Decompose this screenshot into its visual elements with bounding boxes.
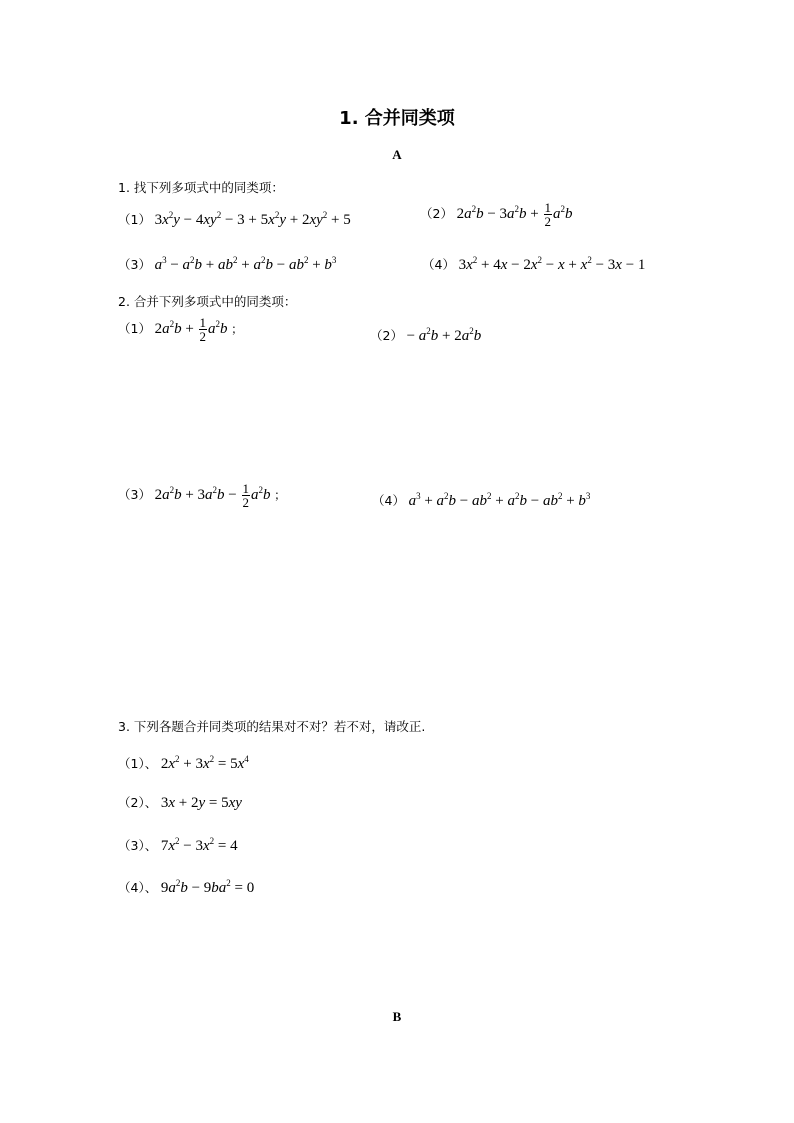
item-expression: $2a^2b$ + $\frac{1}{2}$ $a^2b$ — [154, 315, 228, 344]
item-label: （1） — [118, 212, 151, 227]
item-expression: $2x^2 + 3x^2 = 5x^4$ — [160, 754, 249, 772]
fraction-one-half: $\frac{1}{2}$ — [199, 315, 207, 344]
item-expression: $2a^2b + 3a^2b$ − $\frac{1}{2}$ $a^2b$ — [154, 481, 271, 510]
q3-item-1 — [118, 754, 249, 773]
item-expression: − $a^2b + 2a^2b$ — [406, 326, 482, 344]
question-3-prompt: 3. 下列各题合并同类项的结果对不对？若不对，请改正. — [118, 719, 426, 734]
item-label: （4） — [422, 257, 455, 272]
semicolon: ； — [274, 487, 287, 502]
q1-item-2 — [420, 201, 573, 228]
q2-item-3 — [118, 482, 286, 509]
item-label: （2） — [420, 205, 453, 221]
item-expression: $2a^2b - 3a^2b$ + $\frac{1}{2}$ $a^2b$ — [456, 200, 573, 229]
q3-item-3 — [118, 836, 238, 855]
item-expression: $3x^2y - 4xy^2 - 3 + 5x^2y + 2xy^2 + 5$ — [154, 210, 351, 228]
semicolon: ； — [231, 321, 244, 336]
item-label: （2）、 — [118, 795, 158, 810]
item-label: （4） — [372, 493, 405, 508]
q2-item-2 — [370, 326, 481, 345]
item-label: （3） — [118, 257, 151, 272]
fraction-one-half: $\frac{1}{2}$ — [544, 200, 552, 229]
item-label: （2） — [370, 328, 403, 343]
item-expression: $9a^2b - 9ba^2 = 0$ — [160, 878, 255, 896]
item-expression: $a^3 + a^2b - ab^2 + a^2b - ab^2 + b^3$ — [408, 491, 591, 509]
page-title: 1. 合并同类项 — [339, 108, 455, 129]
item-expression: $3x^2 + 4x - 2x^2 - x + x^2 - 3x - 1$ — [458, 255, 646, 273]
q3-item-4 — [118, 878, 254, 897]
section-b-heading: B — [392, 1009, 402, 1024]
item-label: （4）、 — [118, 880, 158, 895]
item-label: （3）、 — [118, 838, 158, 853]
fraction-one-half: $\frac{1}{2}$ — [242, 481, 250, 510]
item-expression: $a^3 - a^2b + ab^2 + a^2b - ab^2 + b^3$ — [154, 255, 337, 273]
q2-item-4 — [372, 491, 590, 510]
q1-item-3 — [118, 255, 336, 274]
q3-item-2 — [118, 793, 242, 812]
q1-item-4 — [422, 255, 645, 274]
question-2-prompt: 2. 合并下列多项式中的同类项： — [118, 294, 297, 309]
item-expression: 3x + 2y = 5xy — [160, 795, 242, 811]
item-label: （1）、 — [118, 756, 158, 771]
q2-item-1 — [118, 316, 243, 343]
item-label: （1） — [118, 320, 151, 336]
item-expression: $7x^2 - 3x^2 = 4$ — [160, 836, 238, 854]
item-label: （3） — [118, 486, 151, 502]
q1-item-1 — [118, 210, 351, 229]
section-a-heading: A — [392, 147, 402, 162]
question-1-prompt: 1. 找下列多项式中的同类项： — [118, 180, 284, 195]
